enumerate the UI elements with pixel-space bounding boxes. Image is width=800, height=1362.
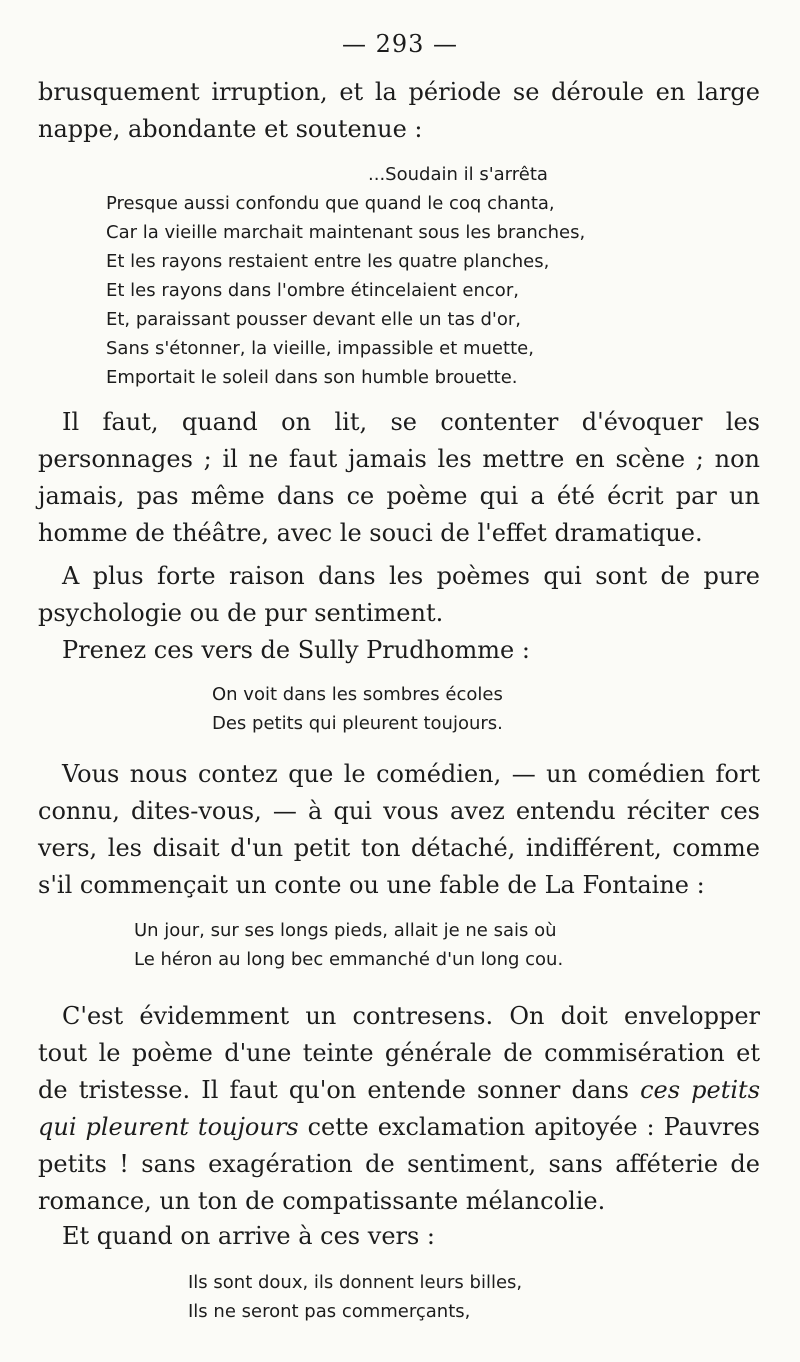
verse-line: Des petits qui pleurent toujours. [212, 713, 503, 734]
verse-line: Ils sont doux, ils donnent leurs billes, [188, 1272, 523, 1293]
verse-line: Sans s'étonner, la vieille, impassible et muette, [106, 338, 534, 359]
verse-block-ecoles [212, 680, 503, 738]
verse-block-brouette [106, 160, 585, 392]
text-run: C'est évidemment un contresens. On doit envelopper tout le poème d'une teinte générale de commisération et de tristesse. Il faut qu'on entende sonner dans [38, 1002, 760, 1104]
verse-line: Ils ne seront pas commerçants, [188, 1301, 471, 1322]
verse-line: On voit dans les sombres écoles [212, 684, 503, 705]
verse-line: ...Soudain il s'arrêta [368, 164, 548, 185]
paragraph-contresens [38, 998, 760, 1220]
verse-line: Et, paraissant pousser devant elle un tas d'or, [106, 309, 522, 330]
paragraph-psychologie: A plus forte raison dans les poèmes qui sont de pure psychologie ou de pur sentiment. [38, 562, 760, 627]
paragraph-comedien: Vous nous contez que le comédien, — un comédien fort connu, dites-vous, — à qui vous avez entendu réciter ces vers, les disait d'un petit ton détaché, indifférent, comme s'il commençait un conte ou une fable de La Fontaine : [38, 760, 760, 899]
verse-line: Emportait le soleil dans son humble brouette. [106, 367, 518, 388]
italic-quote: ces petits qui pleurent toujours [38, 1076, 761, 1141]
paragraph-intro: brusquement irruption, et la période se déroule en large nappe, abondante et soutenue : [38, 78, 760, 143]
page-number: — 293 — [341, 30, 459, 58]
paragraph-personnages: Il faut, quand on lit, se contenter d'évoquer les personnages ; il ne faut jamais les mettre en scène ; non jamais, pas même dans ce poème qui a été écrit par un homme de théâtre, avec le souci de l'effet dramatique. [38, 408, 760, 547]
verse-line: Presque aussi confondu que quand le coq chanta, [106, 193, 555, 214]
verse-block-heron [134, 916, 563, 974]
verse-line: Un jour, sur ses longs pieds, allait je ne sais où [134, 920, 557, 941]
verse-line: Et les rayons dans l'ombre étincelaient encor, [106, 280, 519, 301]
verse-line: Et les rayons restaient entre les quatre planches, [106, 251, 550, 272]
verse-block-billes [188, 1268, 522, 1326]
verse-line: Car la vieille marchait maintenant sous les branches, [106, 222, 586, 243]
paragraph-arrive: Et quand on arrive à ces vers : [62, 1222, 436, 1250]
verse-line: Le héron au long bec emmanché d'un long cou. [134, 949, 564, 970]
text-run: cette exclamation apitoyée : Pauvres petits ! sans exagération de sentiment, sans afféterie de romance, un ton de compatissante mélancolie. [38, 1113, 760, 1215]
paragraph-sully-prudhomme: Prenez ces vers de Sully Prudhomme : [62, 636, 530, 664]
